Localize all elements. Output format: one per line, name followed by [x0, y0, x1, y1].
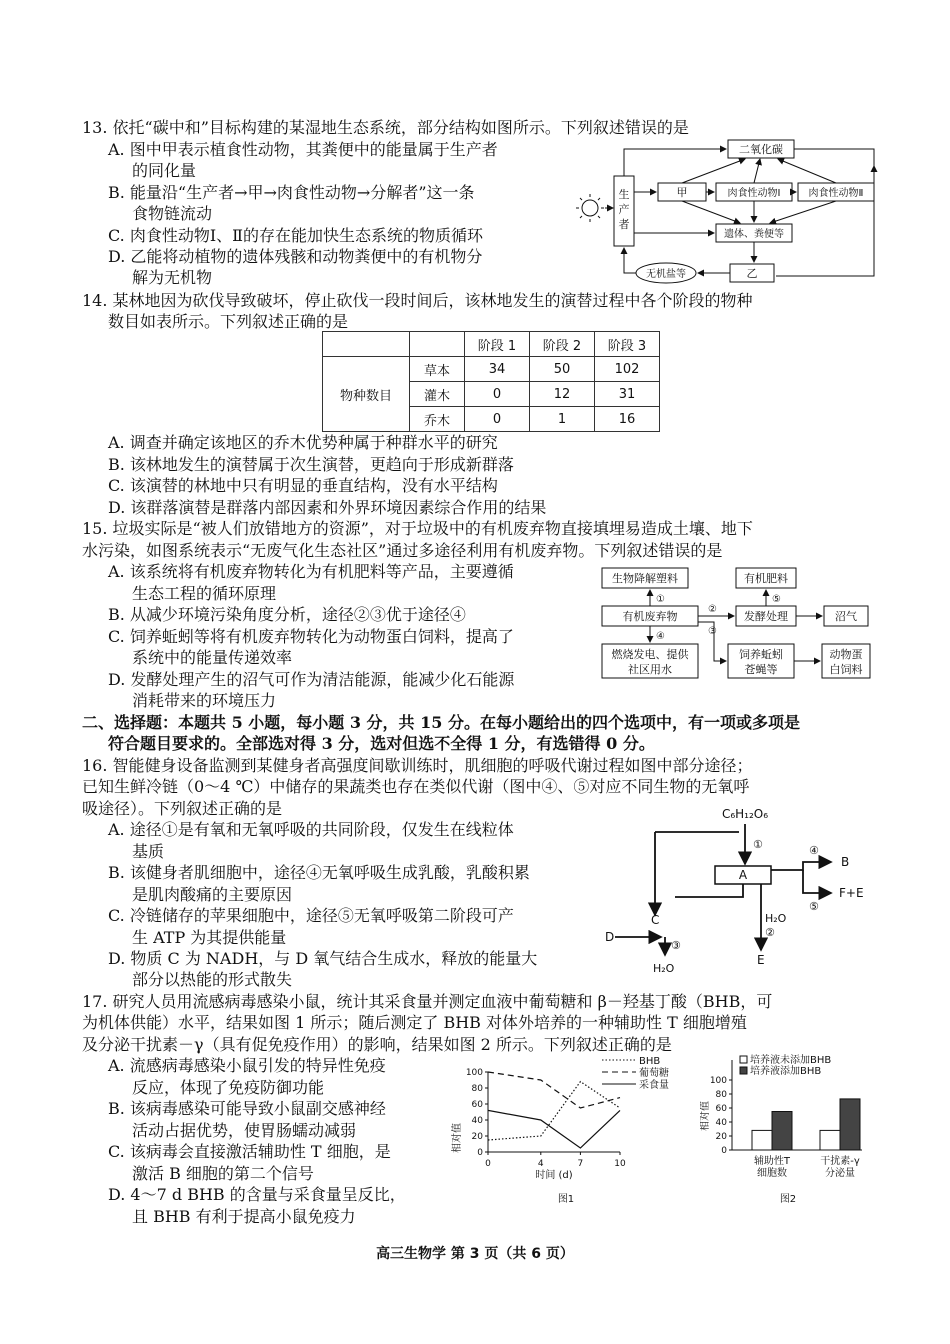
q17-stem-cont-2: 及分泌干扰素－γ（具有促免疫作用）的影响，结果如图 2 所示。下列叙述正确的是	[82, 1035, 672, 1054]
q13-option-d-cont: 解为无机物	[132, 268, 213, 287]
fig2-legend-no-bhb: 培养液未添加BHB	[750, 1055, 832, 1066]
path-1-label: ①	[656, 594, 665, 605]
q14-stem-cont: 数目如表所示。下列叙述正确的是	[108, 312, 349, 331]
fig1-xtick-label: 10	[614, 1159, 626, 1169]
fig1-ytick-label: 40	[471, 1116, 483, 1126]
fig1-title: 图1	[557, 1194, 575, 1205]
plastic-label: 生物降解塑料	[612, 572, 678, 585]
fig2-category-1-line1: 辅助性T	[753, 1156, 791, 1167]
fig1-xtick-label: 0	[485, 1159, 491, 1169]
fig1-legend-glucose: 葡萄糖	[639, 1068, 669, 1079]
waste-label: 有机废弃物	[622, 610, 678, 623]
co2-label: 二氧化碳	[739, 143, 783, 156]
fig2-category-2-line2: 分泌量	[825, 1168, 855, 1179]
producer-label-1: 生	[618, 188, 630, 201]
species-table	[322, 331, 660, 432]
fig1-xlabel: 时间 (d)	[535, 1170, 573, 1181]
fig2-bar	[840, 1099, 860, 1150]
table-row	[323, 357, 660, 382]
worm-label-1: 饲养蚯蚓	[739, 648, 783, 661]
E-label: E	[757, 953, 765, 967]
fig2-category-2-line1: 干扰素-γ	[820, 1156, 860, 1167]
fig1-ytick-label: 100	[465, 1068, 483, 1078]
fig1-ytick-label: 60	[471, 1100, 483, 1110]
water-out-label: H₂O	[653, 962, 675, 975]
figure-1-line-chart	[448, 1056, 688, 1206]
sun-icon	[576, 194, 604, 222]
table-cell: 102	[595, 357, 660, 382]
q14-option-b: B. 该林地发生的演替属于次生演替，更趋向于形成新群落	[108, 455, 514, 474]
q14-option-c: C. 该演替的林地中只有明显的垂直结构，没有水平结构	[108, 476, 498, 495]
q15-option-c: C. 饲养蚯蚓等将有机废弃物转化为动物蛋白饲料，提高了	[108, 627, 514, 646]
carnivore-2-label: 肉食性动物Ⅱ	[808, 188, 864, 199]
path-2-label: ②	[765, 926, 775, 939]
q17-option-a-cont: 反应，体现了免疫防御功能	[132, 1078, 325, 1097]
section-2-heading-cont: 符合题目要求的。全部选对得 3 分，选对但选不全得 1 分，有选错得 0 分。	[108, 734, 655, 753]
fig2-bar	[752, 1130, 772, 1150]
producer-label-3: 者	[618, 218, 630, 231]
q16-option-c-cont: 生 ATP 为其提供能量	[132, 928, 287, 947]
path-2-label: ②	[708, 604, 717, 615]
q14-option-d: D. 该群落演替是群落内部因素和外界环境因素综合作用的结果	[108, 498, 547, 517]
biogas-label: 沼气	[835, 610, 857, 623]
q17-stem: 17. 研究人员用流感病毒感染小鼠，统计其采食量并测定血液中葡萄糖和 β－羟基丁酸（BHB，可	[82, 992, 773, 1011]
yi-label: 乙	[746, 267, 758, 280]
fig2-ytick-label: 100	[709, 1076, 727, 1086]
path-4-label: ④	[809, 844, 819, 857]
fig2-ylabel: 相对值	[700, 1101, 711, 1131]
path-5-label: ⑤	[809, 900, 819, 913]
q15-option-c-cont: 系统中的能量传递效率	[132, 648, 293, 667]
feed-label-1: 动物蛋	[829, 648, 863, 661]
q16-option-b-cont: 是肌肉酸痛的主要原因	[132, 885, 293, 904]
q16-stem: 16. 智能健身设备监测到某健身者高强度间歇训练时，肌细胞的呼吸代谢过程如图中部分途径；	[82, 756, 753, 775]
path-4-label: ④	[656, 631, 665, 642]
q17-option-d-cont: 且 BHB 有利于提高小鼠免疫力	[132, 1207, 356, 1226]
fertilizer-label: 有机肥料	[744, 572, 788, 585]
q15-stem: 15. 垃圾实际是“被人们放错地方的资源”，对于垃圾中的有机废弃物直接填埋易造成土壤、地下	[82, 519, 753, 538]
table-cell: 31	[595, 382, 660, 407]
table-cell: 0	[465, 407, 530, 432]
q16-option-a: A. 途径①是有氧和无氧呼吸的共同阶段，仅发生在线粒体	[108, 820, 514, 839]
q15-waste-diagram	[598, 564, 873, 682]
q13-option-d: D. 乙能将动植物的遗体残骸和动物粪便中的有机物分	[108, 247, 483, 266]
fig2-ytick-label: 20	[715, 1132, 727, 1142]
table-cell: 草本	[410, 357, 465, 382]
fig1-ytick-label: 20	[471, 1132, 483, 1142]
q13-ecosystem-diagram	[570, 136, 880, 288]
FE-label: F+E	[839, 886, 864, 900]
q16-option-a-cont: 基质	[132, 842, 165, 861]
q17-option-c-cont: 激活 B 细胞的第二个信号	[132, 1164, 314, 1183]
table-row-label: 物种数目	[323, 357, 410, 432]
section-2-heading: 二、选择题：本题共 5 小题，每小题 3 分，共 15 分。在每小题给出的四个选项中，有一项或多项是	[82, 713, 800, 732]
fig1-xtick-label: 7	[577, 1159, 584, 1169]
B-label: B	[841, 855, 850, 869]
fig2-legend-bhb: 培养液添加BHB	[750, 1066, 822, 1077]
q14-stem: 14. 某林地因为砍伐导致破坏，停止砍伐一段时间后，该林地发生的演替过程中各个阶段的物种	[82, 291, 753, 310]
q16-respiration-diagram	[605, 800, 870, 980]
table-cell: 50	[530, 357, 595, 382]
figure-2-bar-chart	[700, 1052, 875, 1206]
q14-option-a: A. 调查并确定该地区的乔木优势种属于种群水平的研究	[108, 433, 498, 452]
fig2-ytick-label: 80	[715, 1090, 727, 1100]
fig1-legend-bhb: BHB	[639, 1056, 661, 1067]
path-5-label: ⑤	[772, 594, 781, 605]
q17-option-c: C. 该病毒会直接激活辅助性 T 细胞，是	[108, 1142, 391, 1161]
D-label: D	[605, 930, 615, 944]
q15-option-d-cont: 消耗带来的环境压力	[132, 691, 277, 710]
fig2-ytick-label: 60	[715, 1104, 727, 1114]
q16-option-d: D. 物质 C 为 NADH，与 D 氧气结合生成水，释放的能量大	[108, 949, 538, 968]
q15-option-a-cont: 生态工程的循环原理	[132, 584, 277, 603]
table-header: 阶段 3	[595, 332, 660, 357]
fig1-series-line	[488, 1072, 620, 1108]
q17-option-a: A. 流感病毒感染小鼠引发的特异性免疫	[108, 1056, 386, 1075]
q16-option-b: B. 该健身者肌细胞中，途径④无氧呼吸生成乳酸，乳酸积累	[108, 863, 530, 882]
q15-stem-cont: 水污染，如图系统表示“无废气化生态社区”通过多途径利用有机废弃物。下列叙述错误的是	[82, 541, 723, 560]
table-cell: 0	[465, 382, 530, 407]
q13-option-a: A. 图中甲表示植食性动物，其粪便中的能量属于生产者	[108, 140, 498, 159]
fig1-ytick-label: 80	[471, 1084, 483, 1094]
table-header: 阶段 2	[530, 332, 595, 357]
ferment-label: 发酵处理	[744, 610, 788, 623]
jia-label: 甲	[676, 186, 688, 199]
table-cell: 16	[595, 407, 660, 432]
C-label: C	[651, 913, 660, 927]
fig2-ytick-label: 40	[715, 1118, 727, 1128]
table-cell: 34	[465, 357, 530, 382]
table-cell: 乔木	[410, 407, 465, 432]
q13-option-a-cont: 的同化量	[132, 161, 197, 180]
q17-option-b: B. 该病毒感染可能导致小鼠副交感神经	[108, 1099, 386, 1118]
page-footer: 高三生物学 第 3 页（共 6 页）	[376, 1246, 574, 1262]
fig2-category-1-line2: 细胞数	[757, 1168, 787, 1179]
fig1-ytick-label: 0	[477, 1148, 483, 1158]
table-header: 阶段 1	[465, 332, 530, 357]
q13-option-b-cont: 食物链流动	[132, 204, 213, 223]
glucose-label: C₆H₁₂O₆	[721, 807, 769, 821]
fig2-ytick-label: 0	[721, 1146, 727, 1156]
q15-option-a: A. 该系统将有机废弃物转化为有机肥料等产品，主要遵循	[108, 562, 514, 581]
q17-option-d: D. 4～7 d BHB 的含量与采食量呈反比，	[108, 1185, 406, 1204]
carnivore-1-label: 肉食性动物Ⅰ	[727, 188, 781, 199]
worm-label-2: 苍蝇等	[744, 663, 778, 676]
fig2-bar	[772, 1112, 792, 1151]
fig2-title: 图2	[779, 1194, 797, 1205]
fig1-series-line	[488, 1082, 620, 1140]
q16-option-d-cont: 部分以热能的形式散失	[132, 970, 293, 989]
table-header-row	[323, 332, 660, 357]
q13-stem: 13. 依托“碳中和”目标构建的某湿地生态系统，部分结构如图所示。下列叙述错误的是	[82, 118, 689, 137]
q16-stem-cont-2: 吸途径）。下列叙述正确的是	[82, 799, 283, 818]
producer-label-2: 产	[618, 203, 630, 216]
fig1-xtick-label: 4	[537, 1159, 544, 1169]
fig2-legend-no-bhb-swatch	[740, 1056, 747, 1063]
table-cell: 1	[530, 407, 595, 432]
fig1-series-line	[488, 1110, 620, 1148]
q13-option-b: B. 能量沿“生产者→甲→肉食性动物→分解者”这一条	[108, 183, 475, 202]
burn-label-1: 燃烧发电、提供	[611, 648, 689, 661]
q15-option-d: D. 发酵处理产生的沼气可作为清洁能源，能减少化石能源	[108, 670, 515, 689]
q13-option-c: C. 肉食性动物Ⅰ、Ⅱ的存在能加快生态系统的物质循环	[108, 226, 484, 245]
water-in-label: H₂O	[765, 912, 787, 925]
q16-option-c: C. 冷链储存的苹果细胞中，途径⑤无氧呼吸第二阶段可产	[108, 906, 514, 925]
path-3-label: ③	[671, 939, 681, 952]
table-cell: 12	[530, 382, 595, 407]
q17-stem-cont-1: 为机体供能）水平，结果如图 1 所示；随后测定了 BHB 对体外培养的一种辅助性 T 细胞增殖	[82, 1013, 747, 1032]
q16-stem-cont-1: 已知生鲜冷链（0～4 ℃）中储存的果蔬类也存在类似代谢（图中④、⑤对应不同生物的无氧呼	[82, 777, 750, 796]
fig1-ylabel: 相对值	[452, 1123, 463, 1153]
A-label: A	[738, 868, 748, 882]
q17-option-b-cont: 活动占据优势，使胃肠蠕动减弱	[132, 1121, 357, 1140]
feed-label-2: 白饲料	[829, 663, 863, 676]
table-cell: 灌木	[410, 382, 465, 407]
path-3-label: ③	[708, 626, 717, 637]
q15-option-b: B. 从减少环境污染角度分析，途径②③优于途径④	[108, 605, 466, 624]
salts-label: 无机盐等	[646, 269, 686, 280]
path-1-label: ①	[753, 838, 763, 851]
fig2-bar	[820, 1130, 840, 1150]
burn-label-2: 社区用水	[628, 663, 672, 676]
remains-label: 遗体、粪便等	[724, 229, 784, 240]
fig1-legend-intake: 采食量	[639, 1080, 669, 1091]
fig2-legend-bhb-swatch	[740, 1067, 747, 1074]
